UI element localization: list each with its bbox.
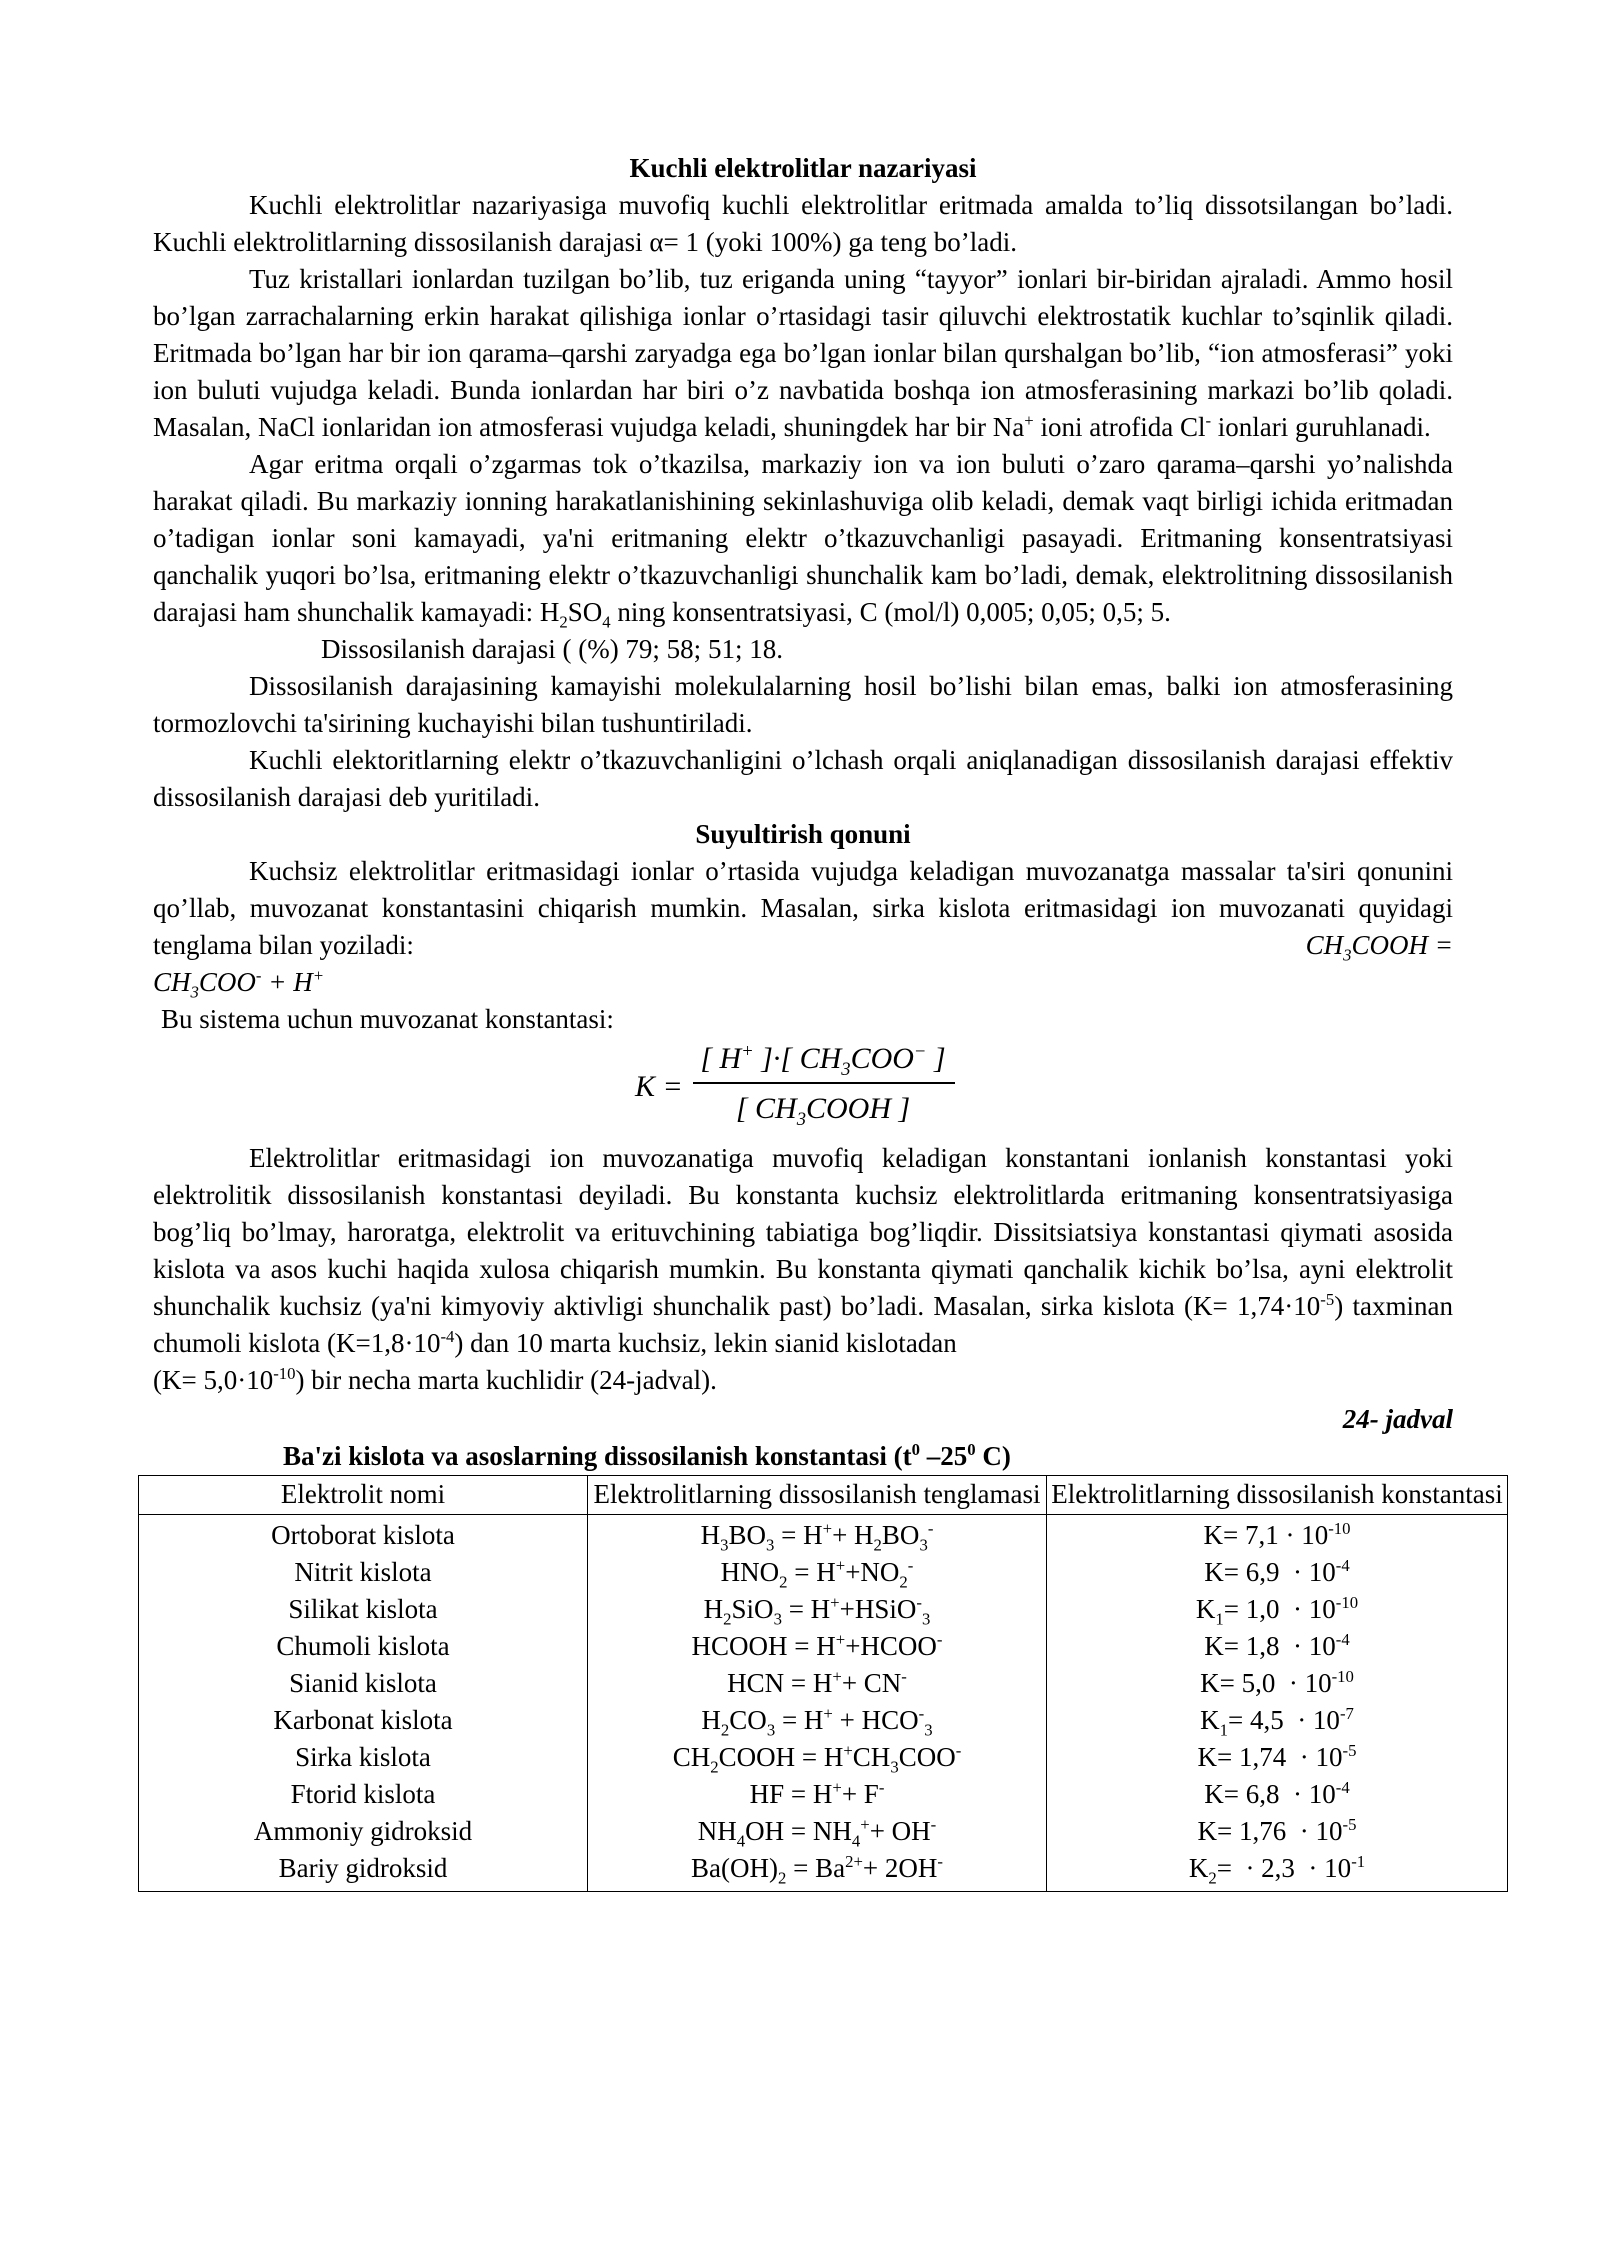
electrolyte-name: Chumoli kislota (139, 1628, 588, 1665)
table-label: 24- jadval (1342, 1404, 1453, 1434)
electrolyte-name: Ammoniy gidroksid (139, 1813, 588, 1850)
dissociation-constant: $K= 1,76 \cdot 10^{-5}$ (1047, 1813, 1508, 1850)
dissociation-constant: $K= 1,74 \cdot 10^{-5}$ (1047, 1739, 1508, 1776)
paragraph: $(K= 5,0\cdot 10^{-10})$ bir necha marta kuchlidir (24-jadval). (153, 1364, 717, 1395)
dissociation-equation: $H_2SiO_3$ = H++HSiO-$_3$ (588, 1591, 1047, 1628)
equilibrium-constant-formula (153, 1040, 1453, 1136)
dissociation-constant: $K_2= \cdot 2,3 \cdot 10^{-1}$ (1047, 1850, 1508, 1892)
document-page (153, 150, 1503, 1892)
dissociation-constant: $K= 6,8 \cdot 10^{-4}$ (1047, 1776, 1508, 1813)
formula-lhs: K = (635, 1070, 683, 1103)
paragraph: Dissosilanish darajasining kamayishi molekulalarning hosil bo’lishi bilan emas, balki ion atmosferasining tormozlovchi ta'sirining kuchayishi bilan tushuntiriladi. (153, 671, 1453, 738)
electrolyte-name: Sirka kislota (139, 1739, 588, 1776)
table-header-row (139, 1476, 1508, 1515)
table-row (139, 1591, 1508, 1628)
electrolyte-name: Karbonat kislota (139, 1702, 588, 1739)
electrolyte-name: Ftorid kislota (139, 1776, 588, 1813)
table-row (139, 1776, 1508, 1813)
dissociation-equation: HCN = H++ CN- (588, 1665, 1047, 1702)
column-header: Elektrolitlarning dissosilanish tenglamasi (588, 1476, 1047, 1515)
dissociation-constant: $K= 6,9 \cdot 10^{-4}$ (1047, 1554, 1508, 1591)
formula-numerator: [ H+ ]·[ $CH_3COO^-$ ] (700, 1041, 946, 1080)
dissociation-constants-table (138, 1475, 1508, 1892)
table-row (139, 1628, 1508, 1665)
paragraph: Kuchli elektrolitlar nazariyasiga muvofiq kuchli elektrolitlar eritmada amalda to’liq dissotsilangan bo’ladi. Kuchli elektrolitlarning dissosilanish darajasi α= 1 (yoki 100%) ga teng bo’ladi. (153, 190, 1453, 257)
table-row (139, 1739, 1508, 1776)
paragraph: Agar eritma orqali o’zgarmas tok o’tkazilsa, markaziy ion va ion buluti o’zaro qarama–qarshi yo’nalishda harakat qiladi. Bu markaziy ionning harakatlanishining sekinlashuviga olib keladi, demak vaqt birligi ichida eritmadan o’tadigan ionlar soni kamayadi, ya'ni eritmaning elektr o’tkazuvchanligi pasayadi. Eritmaning konsentratsiyasi qanchalik yuqori bo’lsa, eritmaning elektr o’tkazuvchanligi shunchalik kam bo’ladi, demak, elektrolitning dissosilanish darajasi ham shunchalik kamayadi: $H_2SO_4$ ning konsentratsiyasi, C (mol/l) 0,005; 0,05; 0,5; 5. (153, 449, 1453, 632)
paragraph: Kuchsiz elektrolitlar eritmasidagi ionlar o’rtasida vujudga keladigan muvozanatga massalar ta'siri qonunini qo’llab, muvozanat konstantasini chiqarish mumkin. Masalan, sirka kislota eritmasidagi ion muvozanati quyidagi tenglama bilan yoziladi: $CH_3COOH$ = (153, 856, 1453, 965)
dissociation-equation: HCOOH = H++HCOO- (588, 1628, 1047, 1665)
paragraph: Bu sistema uchun muvozanat konstantasi: (161, 1004, 614, 1034)
table-row (139, 1850, 1508, 1892)
paragraph: Tuz kristallari ionlardan tuzilgan bo’lib, tuz eriganda uning “tayyor” ionlari bir-biridan ajraladi. Ammo hosil bo’lgan zarrachalarning erkin harakat qilishiga ionlar o’rtasidagi tasir qiluvchi elektrostatik kuchlar to’sqinlik qiladi. Eritmada bo’lgan har bir ion qarama–qarshi zaryadga ega bo’lgan ionlar bilan qurshalgan bo’lib, “ion atmosferasi” yoki ion buluti vujudga keladi. Bunda ionlardan har biri o’z navbatida boshqa ion atmosferasining markazi bo’lib qoladi. Masalan, NaCl ionlaridan ion atmosferasi vujudga keladi, shuningdek har bir Na+ ioni atrofida Cl- ionlari guruhlanadi. (153, 264, 1453, 442)
dissociation-constant: $K_1= 4,5 \cdot 10^{-7}$ (1047, 1702, 1508, 1739)
section-title: Kuchli elektrolitlar nazariyasi (629, 153, 977, 183)
dissociation-constant: $K= 1,8 \cdot 10^{-4}$ (1047, 1628, 1508, 1665)
electrolyte-name: Sianid kislota (139, 1665, 588, 1702)
table-row (139, 1515, 1508, 1555)
electrolyte-name: Silikat kislota (139, 1591, 588, 1628)
dissociation-equation: $NH_4OH = NH_4^++ OH^-$ (588, 1813, 1047, 1850)
column-header: Elektrolitlarning dissosilanish konstantasi (1047, 1476, 1508, 1515)
electrolyte-name: Ortoborat kislota (139, 1515, 588, 1555)
dissociation-equation: $H_2CO_3 = H^+ + HCO^-_3$ (588, 1702, 1047, 1739)
fraction-bar (693, 1082, 955, 1084)
dissociation-equation: HF = H++ F- (588, 1776, 1047, 1813)
formula-denominator: [ $CH_3COOH$ ] (735, 1092, 911, 1130)
dissociation-constant: $K= 7,1 \cdot 10^{-10}$ (1047, 1515, 1508, 1555)
table-caption: Ba'zi kislota va asoslarning dissosilanish konstantasi ($t^0$ $-25^0$ C) (283, 1440, 1011, 1471)
paragraph: Kuchli elektoritlarning elektr o’tkazuvchanligini o’lchash orqali aniqlanadigan dissosilanish darajasi effektiv dissosilanish darajasi deb yuritiladi. (153, 745, 1453, 812)
section-title: Suyultirish qonuni (695, 819, 911, 849)
equation-end: $CH_3COO^- + H^+$ (153, 966, 324, 1002)
paragraph: Dissosilanish darajasi ( (%) 79; 58; 51; 18. (321, 634, 783, 664)
table-row (139, 1554, 1508, 1591)
table-row (139, 1665, 1508, 1702)
dissociation-constant: $K= 5,0 \cdot 10^{-10}$ (1047, 1665, 1508, 1702)
column-header: Elektrolit nomi (139, 1476, 588, 1515)
equation-start: $CH_3COOH$ = (1305, 930, 1453, 965)
dissociation-equation: $H_3BO_3 = H^++ H_2BO_3^-$ (588, 1515, 1047, 1555)
electrolyte-name: Bariy gidroksid (139, 1850, 588, 1892)
electrolyte-name: Nitrit kislota (139, 1554, 588, 1591)
dissociation-equation: $CH_2COOH = H^+CH_3COO^-$ (588, 1739, 1047, 1776)
dissociation-equation: $HNO_2 = H^++NO_2^-$ (588, 1554, 1047, 1591)
table-row (139, 1813, 1508, 1850)
dissociation-constant: $K_1= 1,0 \cdot 10^{-10}$ (1047, 1591, 1508, 1628)
paragraph: Elektrolitlar eritmasidagi ion muvozanatiga muvofiq keladigan konstantani ionlanish konstantasi yoki elektrolitik dissosilanish konstantasi deyiladi. Bu konstanta kuchsiz elektrolitlarda eritmaning konsentratsiyasiga bog’liq bo’lmay, haroratga, elektrolit va erituvchining tabiatiga bog’liqdir. Dissitsiatsiya konstantasi qiymati asosida kislota va asos kuchi haqida xulosa chiqarish mumkin. Bu konstanta qiymati qanchalik kichik bo’lsa, ayni elektrolit shunchalik kuchsiz (ya'ni kimyoviy aktivligi shunchalik past) bo’ladi. Masalan, sirka kislota $(K= 1,74\cdot 10^{-5})$ taxminan chumoli kislota $(K=1,8\cdot 10^{-4})$ dan 10 marta kuchsiz, lekin sianid kislotadan (153, 1143, 1454, 1358)
table-row (139, 1702, 1508, 1739)
dissociation-equation: $Ba(OH)_2 = Ba^{2+}+ 2OH^-$ (588, 1850, 1047, 1892)
